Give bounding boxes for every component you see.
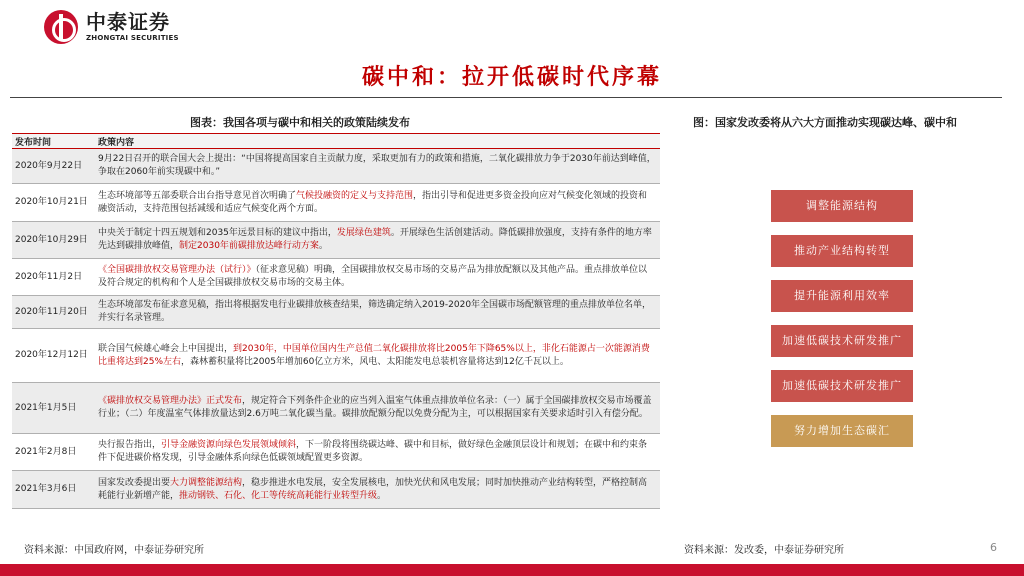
policy-highlight: 《碳排放权交易管理办法》正式发布 (98, 396, 243, 406)
policy-highlight: 推动钢铁、石化、化工等传统高耗能行业转型升级 (179, 490, 378, 501)
policy-table (12, 133, 660, 509)
row-date: 2020年11月2日 (15, 271, 83, 282)
policy-text: 。 (377, 490, 387, 501)
row-date: 2020年11月20日 (15, 306, 88, 317)
policy-text: 9月22日召开的联合国大会上提出：“中国将提高国家自主贡献力度，采取更加有力的政策和措施，二氧化碳排放力争于2030年前达到峰值，争取在2060年前实现碳中和。” (98, 154, 656, 177)
logo-name-en: ZHONGTAI SECURITIES (86, 34, 179, 42)
row-policy (98, 227, 660, 253)
table-row (12, 329, 660, 383)
page-title: 碳中和：拉开低碳时代序幕 (361, 65, 662, 90)
page-number: 6 (990, 541, 997, 554)
policy-text: ，规定符合下列条件企业的应当列入温室气体重点排放单位名录：（一）属于全国碳排放权交易市场覆盖行业；（二）年度温室气体排放量达到2.6万吨二氧化碳当量。碳排放配额分配以免费分配为主，可以根据国家有关要求适时引入有偿分配。 (98, 396, 652, 419)
figure-caption: 图：国家发改委将从六大方面推动实现碳达峰、碳中和 (693, 116, 957, 129)
row-date: 2021年3月6日 (15, 484, 77, 494)
table-row (12, 471, 660, 509)
table-row (12, 434, 660, 471)
policy-text: 生态环境部等五部委联合出台指导意见首次明确了 (98, 190, 297, 201)
policy-highlight: 发展绿色建筑 (336, 228, 391, 238)
row-policy (98, 190, 660, 216)
measure-item: 推动产业结构转型 (771, 235, 913, 267)
row-policy (98, 264, 660, 290)
policy-text: 生态环境部发布征求意见稿，指出将根据发电行业碳排放核查结果，筛选确定纳入2019-2020年全国碳市场配额管理的重点排放单位名单，并实行名录管理。 (98, 300, 652, 323)
policy-text: ，下一阶段将围绕碳达峰、碳中和目标，做好绿色金融顶层设计和规划；在碳中和约束条件下促进碳价格发现，引导金融体系向绿色低碳领域配置更多资源。 (98, 440, 648, 463)
bottom-bar (0, 564, 1024, 576)
row-policy (98, 153, 660, 179)
row-date: 2020年12月12日 (15, 350, 88, 360)
table-row (12, 184, 660, 222)
policy-text: 。开展绿色生活创建活动。降低碳排放强度，支持有条件的地方率先达到碳排放峰值， (98, 228, 652, 251)
policy-text: 国家发改委提出要 (98, 477, 171, 488)
row-policy (98, 477, 660, 503)
policy-highlight: 气候投融资的定义与支持范围 (296, 190, 414, 201)
table-row (12, 383, 660, 434)
row-policy (98, 439, 660, 465)
policy-highlight: 制定2030年前碳排放达峰行动方案 (179, 241, 319, 251)
table-row (12, 296, 660, 329)
row-date: 2020年10月21日 (15, 197, 88, 207)
policy-highlight: 引导金融资源向绿色发展领域倾斜 (161, 440, 297, 450)
policy-text: ，森林蓄积量将比2005年增加60亿立方米，风电、太阳能发电总装机容量将达到12亿千瓦以上。 (181, 356, 569, 367)
policy-highlight: 到2030年，中国单位国内生产总值二氧化碳排放将比2005年下降65%以上，非化石能源占一次能源消费比重将达到25%左右 (98, 343, 650, 367)
measure-item: 加速低碳技术研发推广 (771, 325, 913, 357)
measure-item: 加速低碳技术研发推广 (771, 370, 913, 402)
row-policy (98, 343, 660, 369)
row-date: 2020年9月22日 (15, 160, 83, 171)
measure-item: 调整能源结构 (771, 190, 913, 222)
table-row (12, 259, 660, 296)
table-row (12, 222, 660, 259)
row-date: 2020年10月29日 (15, 234, 88, 245)
table-caption: 图表：我国各项与碳中和相关的政策陆续发布 (190, 116, 410, 129)
policy-text: 中央关于制定十四五规划和2035年远景目标的建议中指出， (98, 228, 337, 238)
row-policy (98, 395, 660, 421)
title-divider (10, 97, 1002, 98)
policy-text: （征求意见稿）明确，全国碳排放权交易市场的交易产品为排放配额以及其他产品。重点排放单位以及符合规定的机构和个人是全国碳排放权交易市场的交易主体。 (98, 265, 648, 288)
header-policy: 政策内容 (98, 137, 135, 148)
header-date: 发布时间 (15, 137, 52, 148)
policy-highlight: 大力调整能源结构 (170, 477, 243, 488)
policy-highlight: 《全国碳排放权交易管理办法（试行）》 (98, 265, 256, 275)
policy-text: ，稳步推进水电发展，安全发展核电，加快光伏和风电发展；同时加快推动产业结构转型，严格控制高耗能行业新增产能， (98, 477, 648, 501)
source-note-right: 资料来源：发改委，中泰证券研究所 (684, 545, 844, 556)
row-policy (98, 299, 660, 325)
company-logo (44, 10, 179, 44)
table-body (12, 149, 660, 509)
measure-item: 努力增加生态碳汇 (771, 415, 913, 447)
policy-text: ，指出引导和促进更多资金投向应对气候变化领域的投资和融资活动，支持范围包括减缓和适应气候变化两个方面。 (98, 190, 648, 214)
policy-text: 联合国气候雄心峰会上中国提出， (98, 343, 234, 354)
table-header-row (12, 133, 660, 149)
row-date: 2021年2月8日 (15, 446, 77, 457)
policy-text: 央行报告指出， (98, 440, 162, 450)
source-note-left: 资料来源：中国政府网，中泰证券研究所 (24, 545, 204, 556)
row-date: 2021年1月5日 (15, 402, 77, 413)
table-row (12, 149, 660, 184)
policy-text: 。 (318, 241, 328, 251)
logo-name-cn: 中泰证券 (86, 10, 170, 34)
measure-list (771, 190, 913, 460)
logo-mark-icon (44, 10, 78, 44)
measure-item: 提升能源利用效率 (771, 280, 913, 312)
logo-text (86, 12, 179, 42)
